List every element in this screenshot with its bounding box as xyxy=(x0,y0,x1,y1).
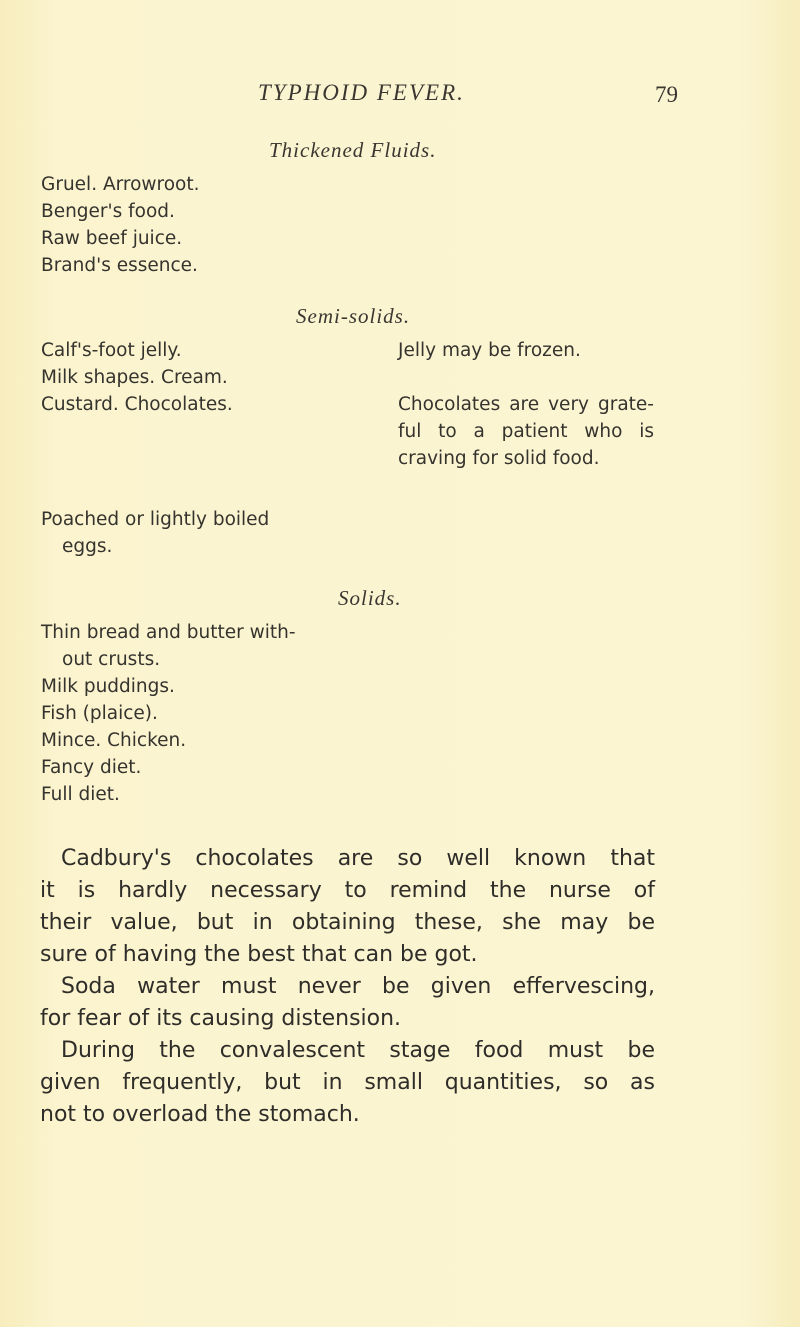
list-item: Benger's food. xyxy=(41,201,175,222)
paragraph-line: given frequently, but in small quantities, so as xyxy=(40,1070,655,1095)
list-item: Custard. Chocolates. xyxy=(41,394,233,415)
paragraph-line: for fear of its causing distension. xyxy=(40,1006,402,1031)
list-item: Milk puddings. xyxy=(41,676,175,697)
list-item: Poached or lightly boiled xyxy=(41,509,270,530)
page-number: 79 xyxy=(655,82,678,107)
list-item: Gruel. Arrowroot. xyxy=(41,174,200,195)
list-item: Calf's-foot jelly. xyxy=(41,340,182,361)
list-item: Raw beef juice. xyxy=(41,228,183,249)
list-item: out crusts. xyxy=(62,649,161,670)
paragraph-line: sure of having the best that can be got. xyxy=(40,942,478,967)
paragraph-line: it is hardly necessary to remind the nurse of xyxy=(40,878,655,903)
semi-solids-heading: Semi-solids. xyxy=(296,304,411,328)
list-item: eggs. xyxy=(62,536,113,557)
thickened-fluids-heading: Thickened Fluids. xyxy=(269,138,437,162)
solids-heading: Solids. xyxy=(338,586,402,610)
note-line: Chocolates are very grate- xyxy=(398,394,654,415)
note-line: ful to a patient who is xyxy=(398,421,654,442)
note-line: craving for solid food. xyxy=(398,448,600,469)
paragraph-line: their value, but in obtaining these, she may be xyxy=(40,910,655,935)
paragraph-line: Cadbury's chocolates are so well known that xyxy=(61,846,655,871)
list-item: Full diet. xyxy=(41,784,120,805)
list-item: Mince. Chicken. xyxy=(41,730,187,751)
list-item: Milk shapes. Cream. xyxy=(41,367,228,388)
running-title: TYPHOID FEVER. xyxy=(258,80,465,105)
list-item: Fancy diet. xyxy=(41,757,142,778)
paragraph-line: not to overload the stomach. xyxy=(40,1102,360,1127)
note-line: Jelly may be frozen. xyxy=(398,340,581,361)
paragraph-line: During the convalescent stage food must be xyxy=(61,1038,655,1063)
list-item: Fish (plaice). xyxy=(41,703,158,724)
list-item: Brand's essence. xyxy=(41,255,198,276)
paragraph-line: Soda water must never be given effervescing, xyxy=(61,974,655,999)
list-item: Thin bread and butter with- xyxy=(41,622,296,643)
